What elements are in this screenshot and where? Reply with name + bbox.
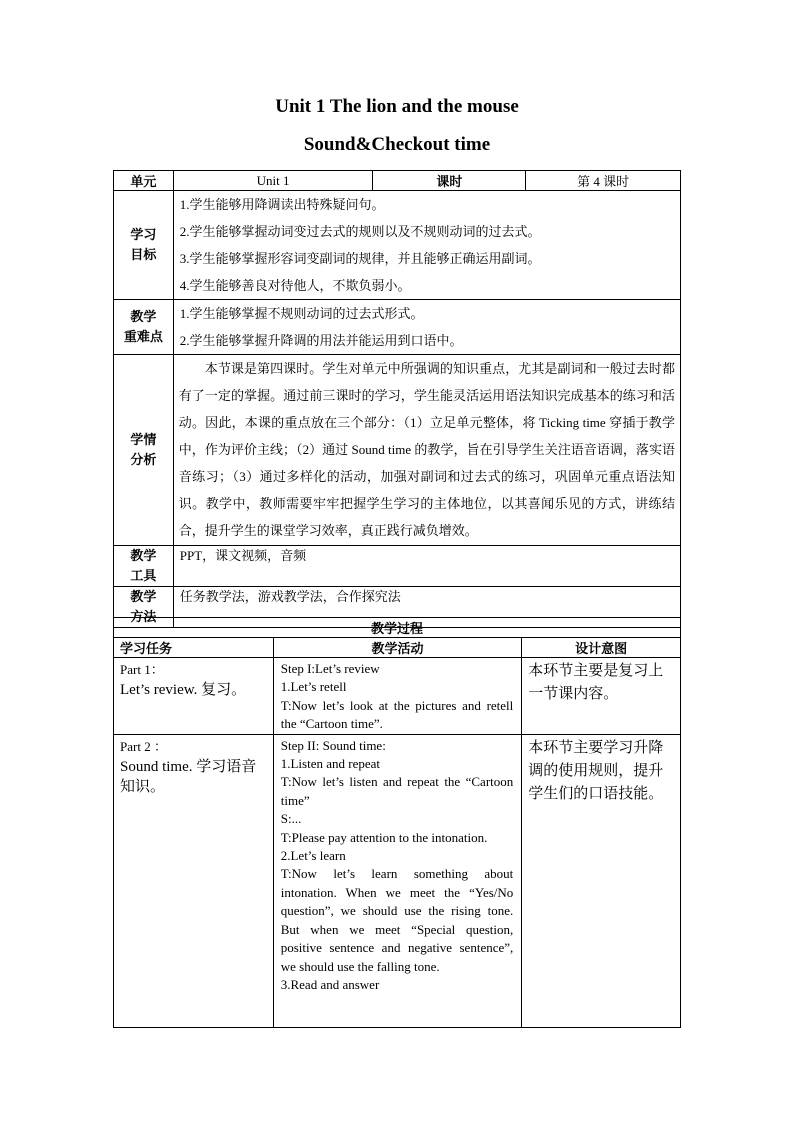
process-table <box>113 617 681 1028</box>
header-task: 学习任务 <box>114 638 274 658</box>
lesson-info-table <box>113 170 681 628</box>
task-cell: Part 1： Let’s review. 复习。 <box>114 658 274 735</box>
objectives-content <box>173 191 680 300</box>
objective-item: 4.学生能够善良对待他人，不欺负弱小。 <box>179 278 411 293</box>
key-point-item: 2.学生能够掌握升降调的用法并能运用到口语中。 <box>179 333 463 348</box>
analysis-label: 学情 分析 <box>114 355 174 546</box>
unit-label: 单元 <box>114 171 174 191</box>
analysis-text: 本节课是第四课时。学生对单元中所强调的知识重点，尤其是副词和一般过去时都有了一定的掌握。通过前三课时的学习，学生能灵活运用语法知识完成基本的练习和活动。因此，本课的重点放在三个部分：（1）立足单元整体，将 Ticking time 穿插于教学中，作为评价主线；（2）通过 Sound time 的教学，旨在引导学生关注语音语调，落实语音练习；（3）通过多样化的活动，加强对副词和过去式的练习，巩固单元重点语法知识。教学中，教师需要牢牢把握学生学习的主体地位，以其喜闻乐见的方式，讲练结合，提升学生的课堂学习效率，真正践行减负增效。 <box>178 361 675 538</box>
activity-cell: Step II: Sound time: 1.Listen and repeat T:Now let’s listen and repeat the “Cartoon time” S:... T:Please pay attention to the intonation. 2.Let’s learn T:Now let’s learn something about intonation. When we meet the “Yes/No question”, we should use the rising tone. But when we meet “Special question, positive sentence and negative sentence”, we should use the falling tone. 3.Read and answer <box>273 734 522 1027</box>
task-cell: Part 2 ： Sound time. 学习语音知识。 <box>114 734 274 1027</box>
lesson-value: 第 4 课时 <box>526 171 681 191</box>
methods-content: 任务教学法，游戏教学法，合作探究法 <box>173 587 680 628</box>
unit-value: Unit 1 <box>173 171 373 191</box>
key-point-item: 1.学生能够掌握不规则动词的过去式形式。 <box>179 306 424 321</box>
activity-cell: Step I:Let’s review 1.Let’s retell T:Now let’s look at the pictures and retell the “Cartoon time”. <box>273 658 522 735</box>
header-intent: 设计意图 <box>522 638 681 658</box>
tools-label: 教学 工具 <box>114 546 174 587</box>
document-subtitle: Sound&Checkout time <box>303 134 491 155</box>
objective-item: 2.学生能够掌握动词变过去式的规则以及不规则动词的过去式。 <box>179 224 541 239</box>
lesson-label: 课时 <box>373 171 526 191</box>
methods-label: 教学 方法 <box>114 587 174 628</box>
intent-cell: 本环节主要学习升降调的使用规则，提升学生们的口语技能。 <box>522 734 681 1027</box>
tools-content: PPT，课文视频，音频 <box>173 546 680 587</box>
key-points-label: 教学 重难点 <box>114 300 174 355</box>
objective-item: 3.学生能够掌握形容词变副词的规律，并且能够正确运用副词。 <box>179 251 541 266</box>
intent-cell: 本环节主要是复习上一节课内容。 <box>522 658 681 735</box>
objectives-label: 学习 目标 <box>114 191 174 300</box>
analysis-content <box>173 355 680 546</box>
key-points-content <box>173 300 680 355</box>
header-activity: 教学活动 <box>273 638 522 658</box>
process-title: 教学过程 <box>114 618 681 638</box>
objective-item: 1.学生能够用降调读出特殊疑问句。 <box>179 197 385 212</box>
document-title: Unit 1 The lion and the mouse <box>275 96 519 117</box>
